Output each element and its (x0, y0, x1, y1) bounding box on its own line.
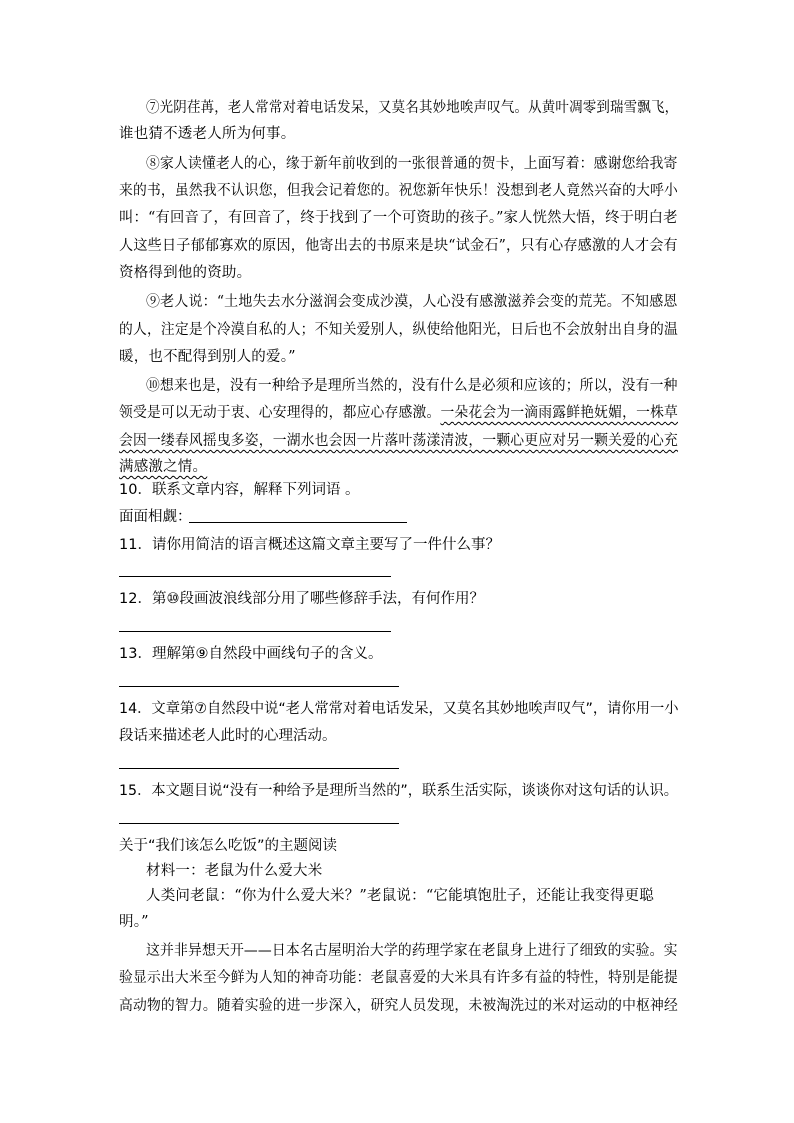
answer-line-11[interactable] (119, 576, 391, 577)
reading2-heading: 关于“我们该怎么吃饭”的主题阅读 (119, 838, 338, 854)
p8-line3: 叫：“有回音了，有回音了，终于找到了一个可资助的孩子。”家人恍然大悟，终于明白老 (119, 210, 678, 226)
reading2-line2: 明。” (119, 914, 149, 930)
material1-title: 材料一：老鼠为什么爱大米 (146, 863, 323, 879)
p7-line2: 谁也猜不透老人所为何事。 (119, 126, 296, 142)
question-12: 12．第⑩段画波浪线部分用了哪些修辞手法，有何作用？ (119, 591, 484, 607)
p10-line2 (119, 403, 678, 423)
p10-line2-wavy: 一朵花会为一滴雨露鲜艳妩媚，一株草 (440, 405, 679, 421)
reading2-line4: 验显示出大米至今鲜为人知的神奇功能：老鼠喜爱的大米具有许多有益的特性，特别是能提 (119, 970, 679, 986)
p10-line3 (119, 431, 678, 451)
p8-line2: 来的书，虽然我不认识您，但我会记着您的。祝您新年快乐！没想到老人竟然兴奋的大呼小 (119, 183, 679, 199)
p9-line1: ⑨老人说：“土地失去水分滋润会变成沙漠，人心没有感激滋养会变的荒芜。不知感恩 (146, 294, 678, 310)
answer-line-13[interactable] (119, 686, 399, 687)
answer-line-12[interactable] (119, 631, 391, 632)
p9-line2: 的人，注定是个冷漠自私的人；不知关爱别人，纵使给他阳光，日后也不会放射出自身的温 (119, 322, 679, 338)
answer-line-14[interactable] (119, 768, 399, 769)
p10-line1: ⑩想来也是，没有一种给予是理所当然的，没有什么是必须和应该的；所以，没有一种 (146, 378, 678, 394)
question-10: 10．联系文章内容，解释下列词语 。 (119, 482, 360, 498)
p9-line3: 暖，也不配得到别人的爱。” (119, 349, 296, 365)
question-10-term: 面面相觑： (119, 509, 192, 525)
reading2-line5: 高动物的智力。随着实验的进一步深入，研究人员发现，未被淘洗过的米对运动的中枢神经 (119, 998, 679, 1014)
p8-line5: 资格得到他的资助。 (119, 265, 252, 281)
answer-line-15[interactable] (119, 823, 399, 824)
p7-line1: ⑦光阴荏苒，老人常常对着电话发呆，又莫名其妙地唉声叹气。从黄叶凋零到瑞雪飘飞， (146, 100, 679, 116)
p10-line3-wavy: 会因一缕春风摇曳多姿，一湖水也会因一片落叶荡漾清波，一颗心更应对另一颗关爱的心充 (119, 433, 679, 449)
question-14-line1: 14．文章第⑦自然段中说“老人常常对着电话发呆，又莫名其妙地唉声叹气”，请你用一小 (119, 701, 679, 717)
reading2-line3: 这并非异想天开——日本名古屋明治大学的药理学家在老鼠身上进行了细致的实验。实 (146, 943, 678, 959)
p10-line2-plain: 领受是可以无动于衷、心安理得的，都应心存感激。 (119, 405, 441, 421)
answer-line-10[interactable] (189, 522, 407, 523)
reading2-line1: 人类问老鼠：“你为什么爱大米？”老鼠说：“它能填饱肚子，还能让我变得更聪 (146, 888, 654, 904)
p8-line4: 人这些日子郁郁寡欢的原因，他寄出去的书原来是块“试金石”，只有心存感激的人才会有 (119, 238, 678, 254)
p10-line4-wavy: 满感激之情。 (119, 459, 208, 475)
question-15: 15．本文题目说“没有一种给予是理所当然的”，联系生活实际，谈谈你对这句话的认识。 (119, 783, 678, 799)
p8-line1: ⑧家人读懂老人的心，缘于新年前收到的一张很普通的贺卡，上面写着：感谢您给我寄 (146, 156, 678, 172)
question-14-line2: 段话来描述老人此时的心理活动。 (119, 728, 337, 744)
question-13: 13．理解第⑨自然段中画线句子的含义。 (119, 646, 383, 662)
p10-line4 (119, 457, 207, 477)
question-11: 11．请你用简洁的语言概述这篇文章主要写了一件什么事？ (119, 537, 500, 553)
